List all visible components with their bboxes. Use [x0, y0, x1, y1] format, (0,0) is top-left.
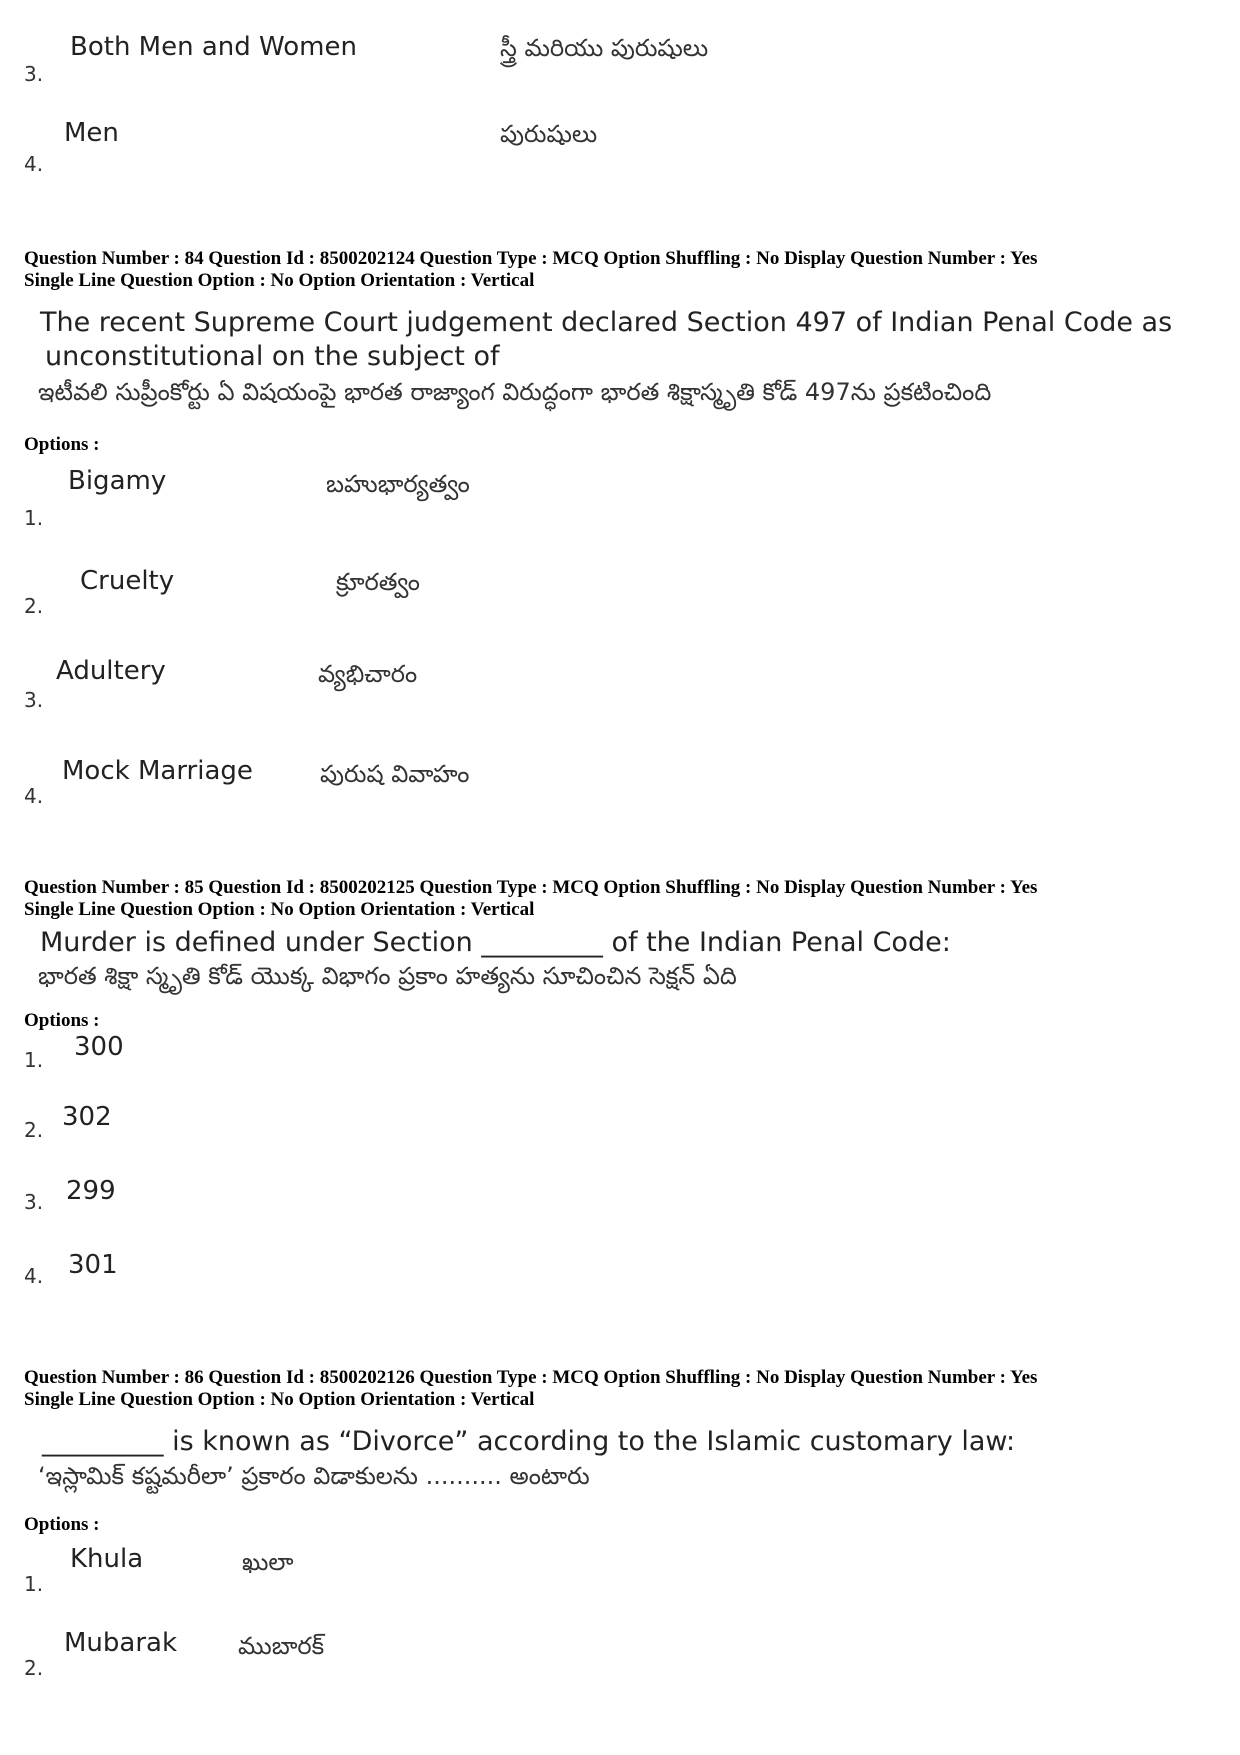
question-meta-line1: Question Number : 86 Question Id : 8500202126 Question Type : MCQ Option Shuffling : No Display Question Number : Yes — [24, 1367, 1038, 1388]
option-text-telugu: ముబారక్ — [238, 1632, 325, 1660]
option-number: 1. — [24, 1572, 44, 1596]
question-meta-line2: Single Line Question Option : No Option Orientation : Vertical — [24, 270, 535, 291]
option-text-english: 301 — [68, 1250, 118, 1280]
option-text-english: 299 — [66, 1176, 116, 1206]
question-meta-line2: Single Line Question Option : No Option Orientation : Vertical — [24, 899, 535, 920]
question-text-line1: Murder is defined under Section _________ of the Indian Penal Code: — [40, 927, 951, 958]
question-text-telugu: భారత శిక్షా స్మృతి కోడ్ యొక్క విభాగం ప్రకాం హత్యను సూచించిన సెక్షన్ ఏది — [38, 962, 737, 990]
option-text-english: Khula — [70, 1544, 144, 1574]
option-text-telugu: పురుష వివాహం — [320, 760, 470, 788]
option-text-telugu: బహుభార్యత్వం — [326, 470, 470, 498]
option-number: 4. — [24, 1264, 44, 1288]
option-number: 1. — [24, 1048, 44, 1072]
question-meta-line2: Single Line Question Option : No Option Orientation : Vertical — [24, 1389, 535, 1410]
option-text-telugu: వ్యభిచారం — [318, 660, 418, 688]
question-text-telugu: ‘ఇస్లామిక్ కష్టమరీలా’ ప్రకారం విడాకులను .......... అంటారు — [38, 1462, 590, 1490]
options-heading: Options : — [24, 1514, 100, 1535]
option-text-english: Mock Marriage — [62, 756, 253, 786]
option-number: 3. — [24, 688, 44, 712]
option-text-english: 302 — [62, 1102, 112, 1132]
option-number: 3. — [24, 1190, 44, 1214]
option-number: 2. — [24, 594, 44, 618]
options-heading: Options : — [24, 434, 100, 455]
option-number: 1. — [24, 506, 44, 530]
option-number: 2. — [24, 1656, 44, 1680]
question-text-line1: _________ is known as “Divorce” according to the Islamic customary law: — [42, 1426, 1016, 1457]
option-number: 3. — [24, 62, 44, 86]
question-meta-line1: Question Number : 85 Question Id : 8500202125 Question Type : MCQ Option Shuffling : No Display Question Number : Yes — [24, 877, 1038, 898]
option-text-telugu: క్రూరత్వం — [336, 568, 420, 596]
question-text-telugu: ఇటీవలి సుప్రీంకోర్టు ఏ విషయంపై భారత రాజ్యాంగ విరుద్ధంగా భారత శిక్షాస్మృతి కోడ్ 497ను ప్రకటించింది — [38, 378, 992, 406]
option-text-english: Mubarak — [64, 1628, 178, 1658]
option-text-english: Bigamy — [68, 466, 167, 496]
option-number: 2. — [24, 1118, 44, 1142]
option-number: 4. — [24, 784, 44, 808]
option-text-english: Men — [64, 118, 119, 148]
option-text-telugu: పురుషులు — [500, 120, 598, 148]
option-text-english: Adultery — [56, 656, 166, 686]
option-text-telugu: స్త్రీ మరియు పురుషులు — [500, 34, 709, 62]
option-text-english: Cruelty — [80, 566, 175, 596]
option-number: 4. — [24, 152, 44, 176]
option-text-telugu: ఖులా — [242, 1548, 294, 1576]
question-text-line2: unconstitutional on the subject of — [45, 341, 500, 372]
option-text-english: 300 — [74, 1032, 124, 1062]
option-text-english: Both Men and Women — [70, 32, 357, 62]
options-heading: Options : — [24, 1010, 100, 1031]
question-meta-line1: Question Number : 84 Question Id : 8500202124 Question Type : MCQ Option Shuffling : No Display Question Number : Yes — [24, 248, 1038, 269]
question-text-line1: The recent Supreme Court judgement declared Section 497 of Indian Penal Code as — [40, 307, 1173, 338]
